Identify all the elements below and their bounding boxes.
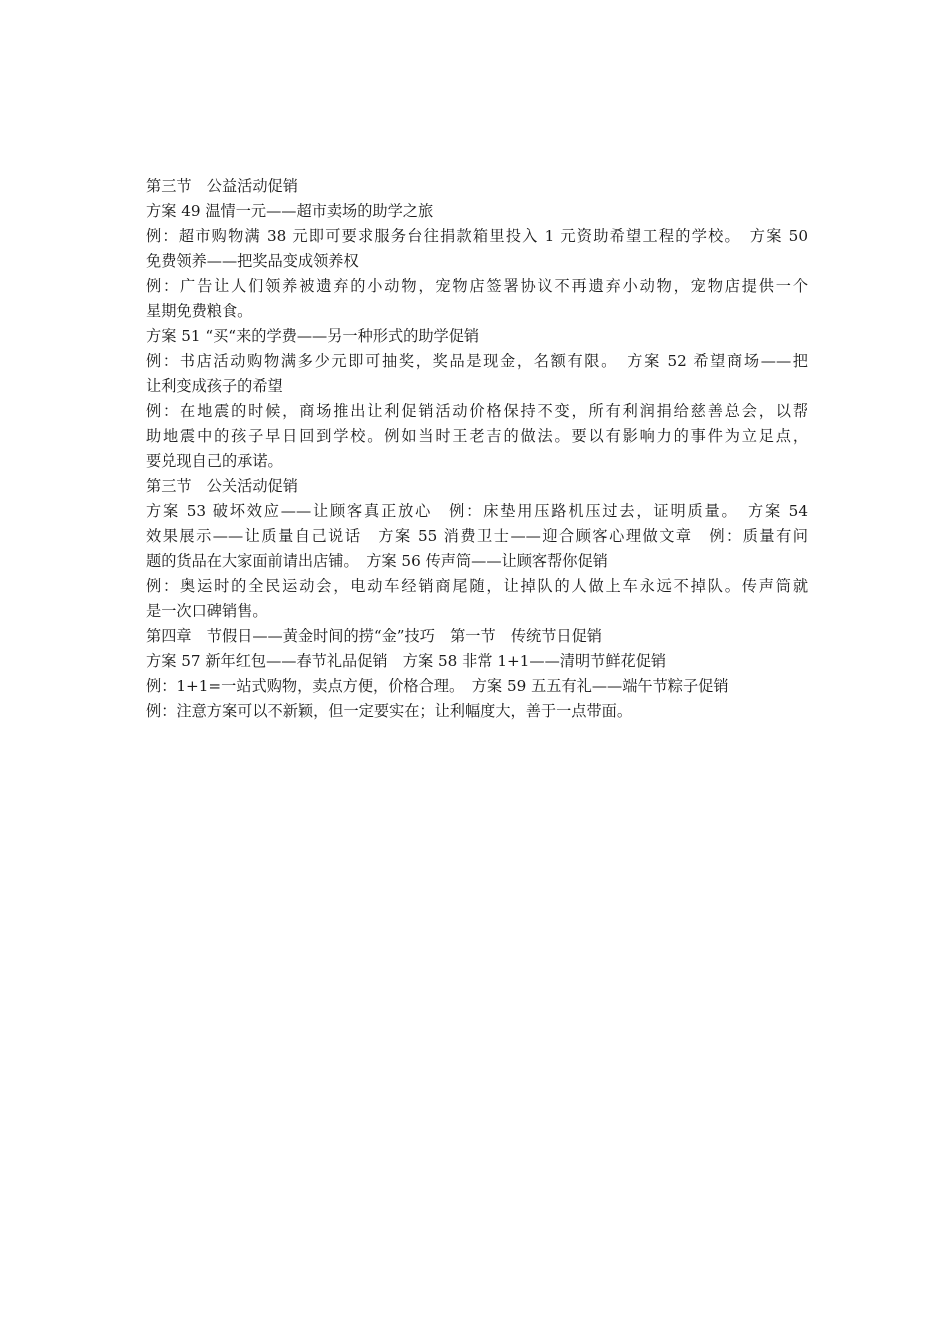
text-line: 题的货品在大家面前请出店铺。 方案 56 传声筒——让顾客帮你促销 (146, 552, 608, 570)
document-body (146, 174, 808, 724)
text-line: 要兑现自己的承诺。 (146, 452, 283, 470)
text-line: 例：超市购物满 38 元即可要求服务台往捐款箱里投入 1 元资助希望工程的学校。 方案 50 (146, 227, 808, 245)
text-line: 方案 57 新年红包——春节礼品促销 方案 58 非常 1+1——清明节鲜花促销 (146, 652, 667, 670)
text-line: 例：书店活动购物满多少元即可抽奖，奖品是现金，名额有限。 方案 52 希望商场——把 (146, 352, 808, 370)
text-line: 例：注意方案可以不新颖，但一定要实在；让利幅度大，善于一点带面。 (146, 702, 632, 720)
text-line: 例：广告让人们领养被遗弃的小动物，宠物店签署协议不再遗弃小动物，宠物店提供一个 (146, 277, 808, 295)
text-line: 例：在地震的时候，商场推出让利促销活动价格保持不变，所有利润捐给慈善总会，以帮 (146, 402, 808, 420)
text-line: 例：奥运时的全民运动会，电动车经销商尾随，让掉队的人做上车永远不掉队。传声筒就 (146, 577, 808, 595)
plan-title: 方案 49 温情一元——超市卖场的助学之旅 (146, 202, 434, 220)
chapter-heading: 第四章 节假日——黄金时间的捞“金”技巧 第一节 传统节日促销 (146, 627, 602, 645)
section-heading: 第三节 公益活动促销 (146, 177, 298, 195)
text-line: 让利变成孩子的希望 (146, 377, 283, 395)
text-line: 方案 53 破坏效应——让顾客真正放心 例：床垫用压路机压过去，证明质量。 方案 54 (146, 502, 808, 520)
plan-title: 方案 51 “买“来的学费——另一种形式的助学促销 (146, 327, 480, 345)
text-line: 是一次口碑销售。 (146, 602, 268, 620)
section-heading: 第三节 公关活动促销 (146, 477, 298, 495)
text-line: 例：1+1=一站式购物，卖点方便，价格合理。 方案 59 五五有礼——端午节粽子促销 (146, 677, 729, 695)
text-line: 效果展示——让质量自己说话 方案 55 消费卫士——迎合顾客心理做文章 例：质量有问 (146, 527, 808, 545)
text-line: 星期免费粮食。 (146, 302, 253, 320)
text-line: 免费领养——把奖品变成领养权 (146, 252, 359, 270)
text-line: 助地震中的孩子早日回到学校。例如当时王老吉的做法。要以有影响力的事件为立足点， (146, 427, 808, 445)
